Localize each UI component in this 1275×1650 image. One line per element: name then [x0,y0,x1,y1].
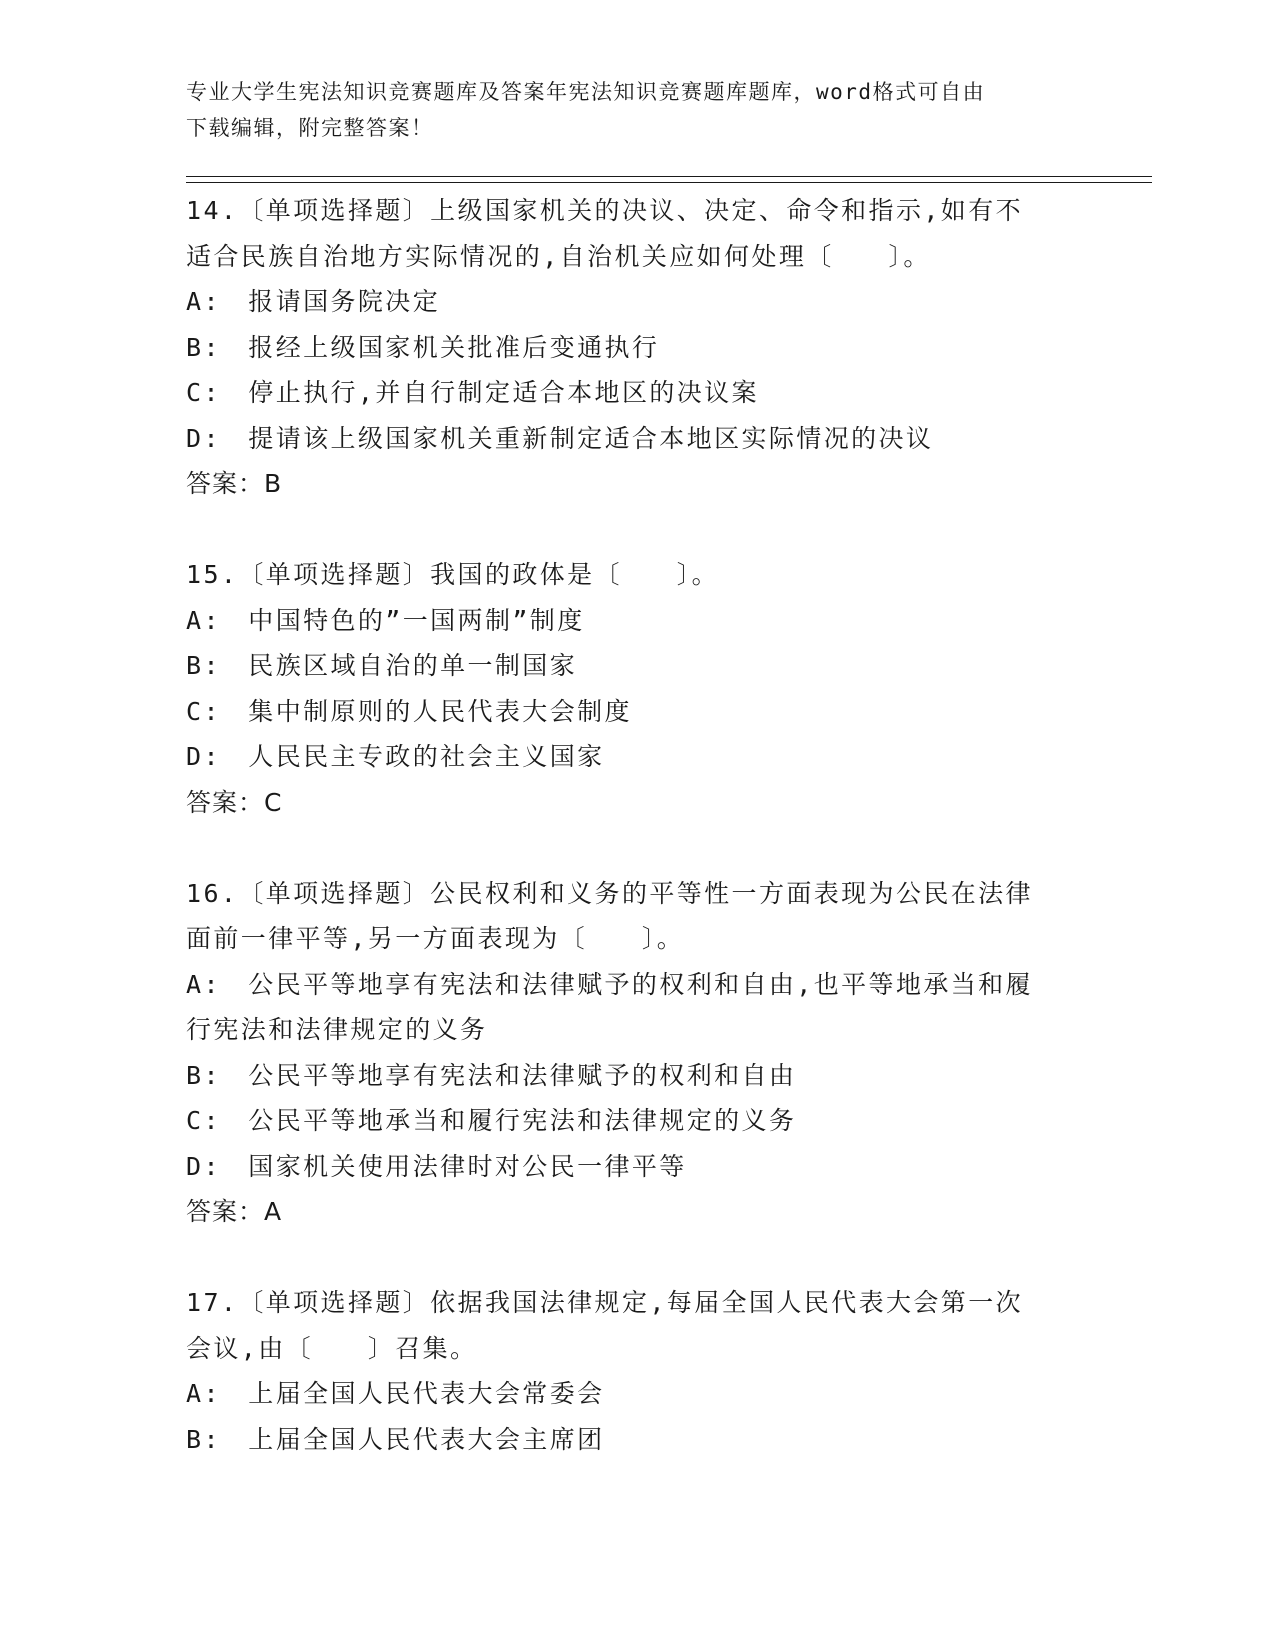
answer-option: B: 民族区域自治的单一制国家 [186,651,578,680]
answer-option: A: 报请国务院决定 [186,287,441,316]
answer-key: 答案：C [186,787,283,817]
question-block [186,871,1086,1281]
answer-option: A: 公民平等地享有宪法和法律赋予的权利和自由,也平等地承当和履 [186,969,1033,999]
answer-option: B: 上届全国人民代表大会主席团 [186,1424,605,1454]
question-spacer [186,1235,1086,1281]
answer-option: D: 提请该上级国家机关重新制定适合本地区实际情况的决议 [186,423,934,453]
question-text: 面前一律平等,另一方面表现为〔 〕。 [186,924,685,953]
question-text: 14.〔单项选择题〕上级国家机关的决议、决定、命令和指示,如有不 [186,196,1024,225]
question-block [186,552,1086,871]
answer-option: D: 国家机关使用法律时对公民一律平等 [186,1151,687,1181]
answer-option: C: 集中制原则的人民代表大会制度 [186,696,632,726]
header-divider-top [186,176,1152,177]
question-text: 适合民族自治地方实际情况的,自治机关应如何处理〔 〕。 [186,241,931,271]
answer-option: C: 停止执行,并自行制定适合本地区的决议案 [186,378,759,407]
answer-key: 答案：A [186,1197,283,1226]
answer-option: B: 报经上级国家机关批准后变通执行 [186,332,660,362]
question-block [186,188,1086,552]
question-text: 会议,由〔 〕召集。 [186,1333,478,1363]
question-text: 16.〔单项选择题〕公民权利和义务的平等性一方面表现为公民在法律 [186,878,1033,908]
answer-option: B: 公民平等地享有宪法和法律赋予的权利和自由 [186,1060,797,1090]
question-text: 17.〔单项选择题〕依据我国法律规定,每届全国人民代表大会第一次 [186,1288,1024,1317]
question-spacer [186,507,1086,553]
header-line-2: 下载编辑，附完整答案！ [186,116,434,140]
answer-option: D: 人民民主专政的社会主义国家 [186,742,605,771]
header-line-1: 专业大学生宪法知识竞赛题库及答案年宪法知识竞赛题库题库，word格式可自由 [186,80,986,104]
answer-option: 行宪法和法律规定的义务 [186,1015,488,1044]
question-text: 15.〔单项选择题〕我国的政体是〔 〕。 [186,560,720,589]
answer-key: 答案：B [186,469,283,498]
question-list [186,188,1086,1462]
answer-option: A: 中国特色的”一国两制”制度 [186,605,585,635]
header-divider-bottom [186,182,1152,183]
answer-option: A: 上届全国人民代表大会常委会 [186,1379,605,1408]
document-header [186,74,1066,146]
question-block [186,1280,1086,1462]
question-spacer [186,825,1086,871]
answer-option: C: 公民平等地承当和履行宪法和法律规定的义务 [186,1106,797,1135]
